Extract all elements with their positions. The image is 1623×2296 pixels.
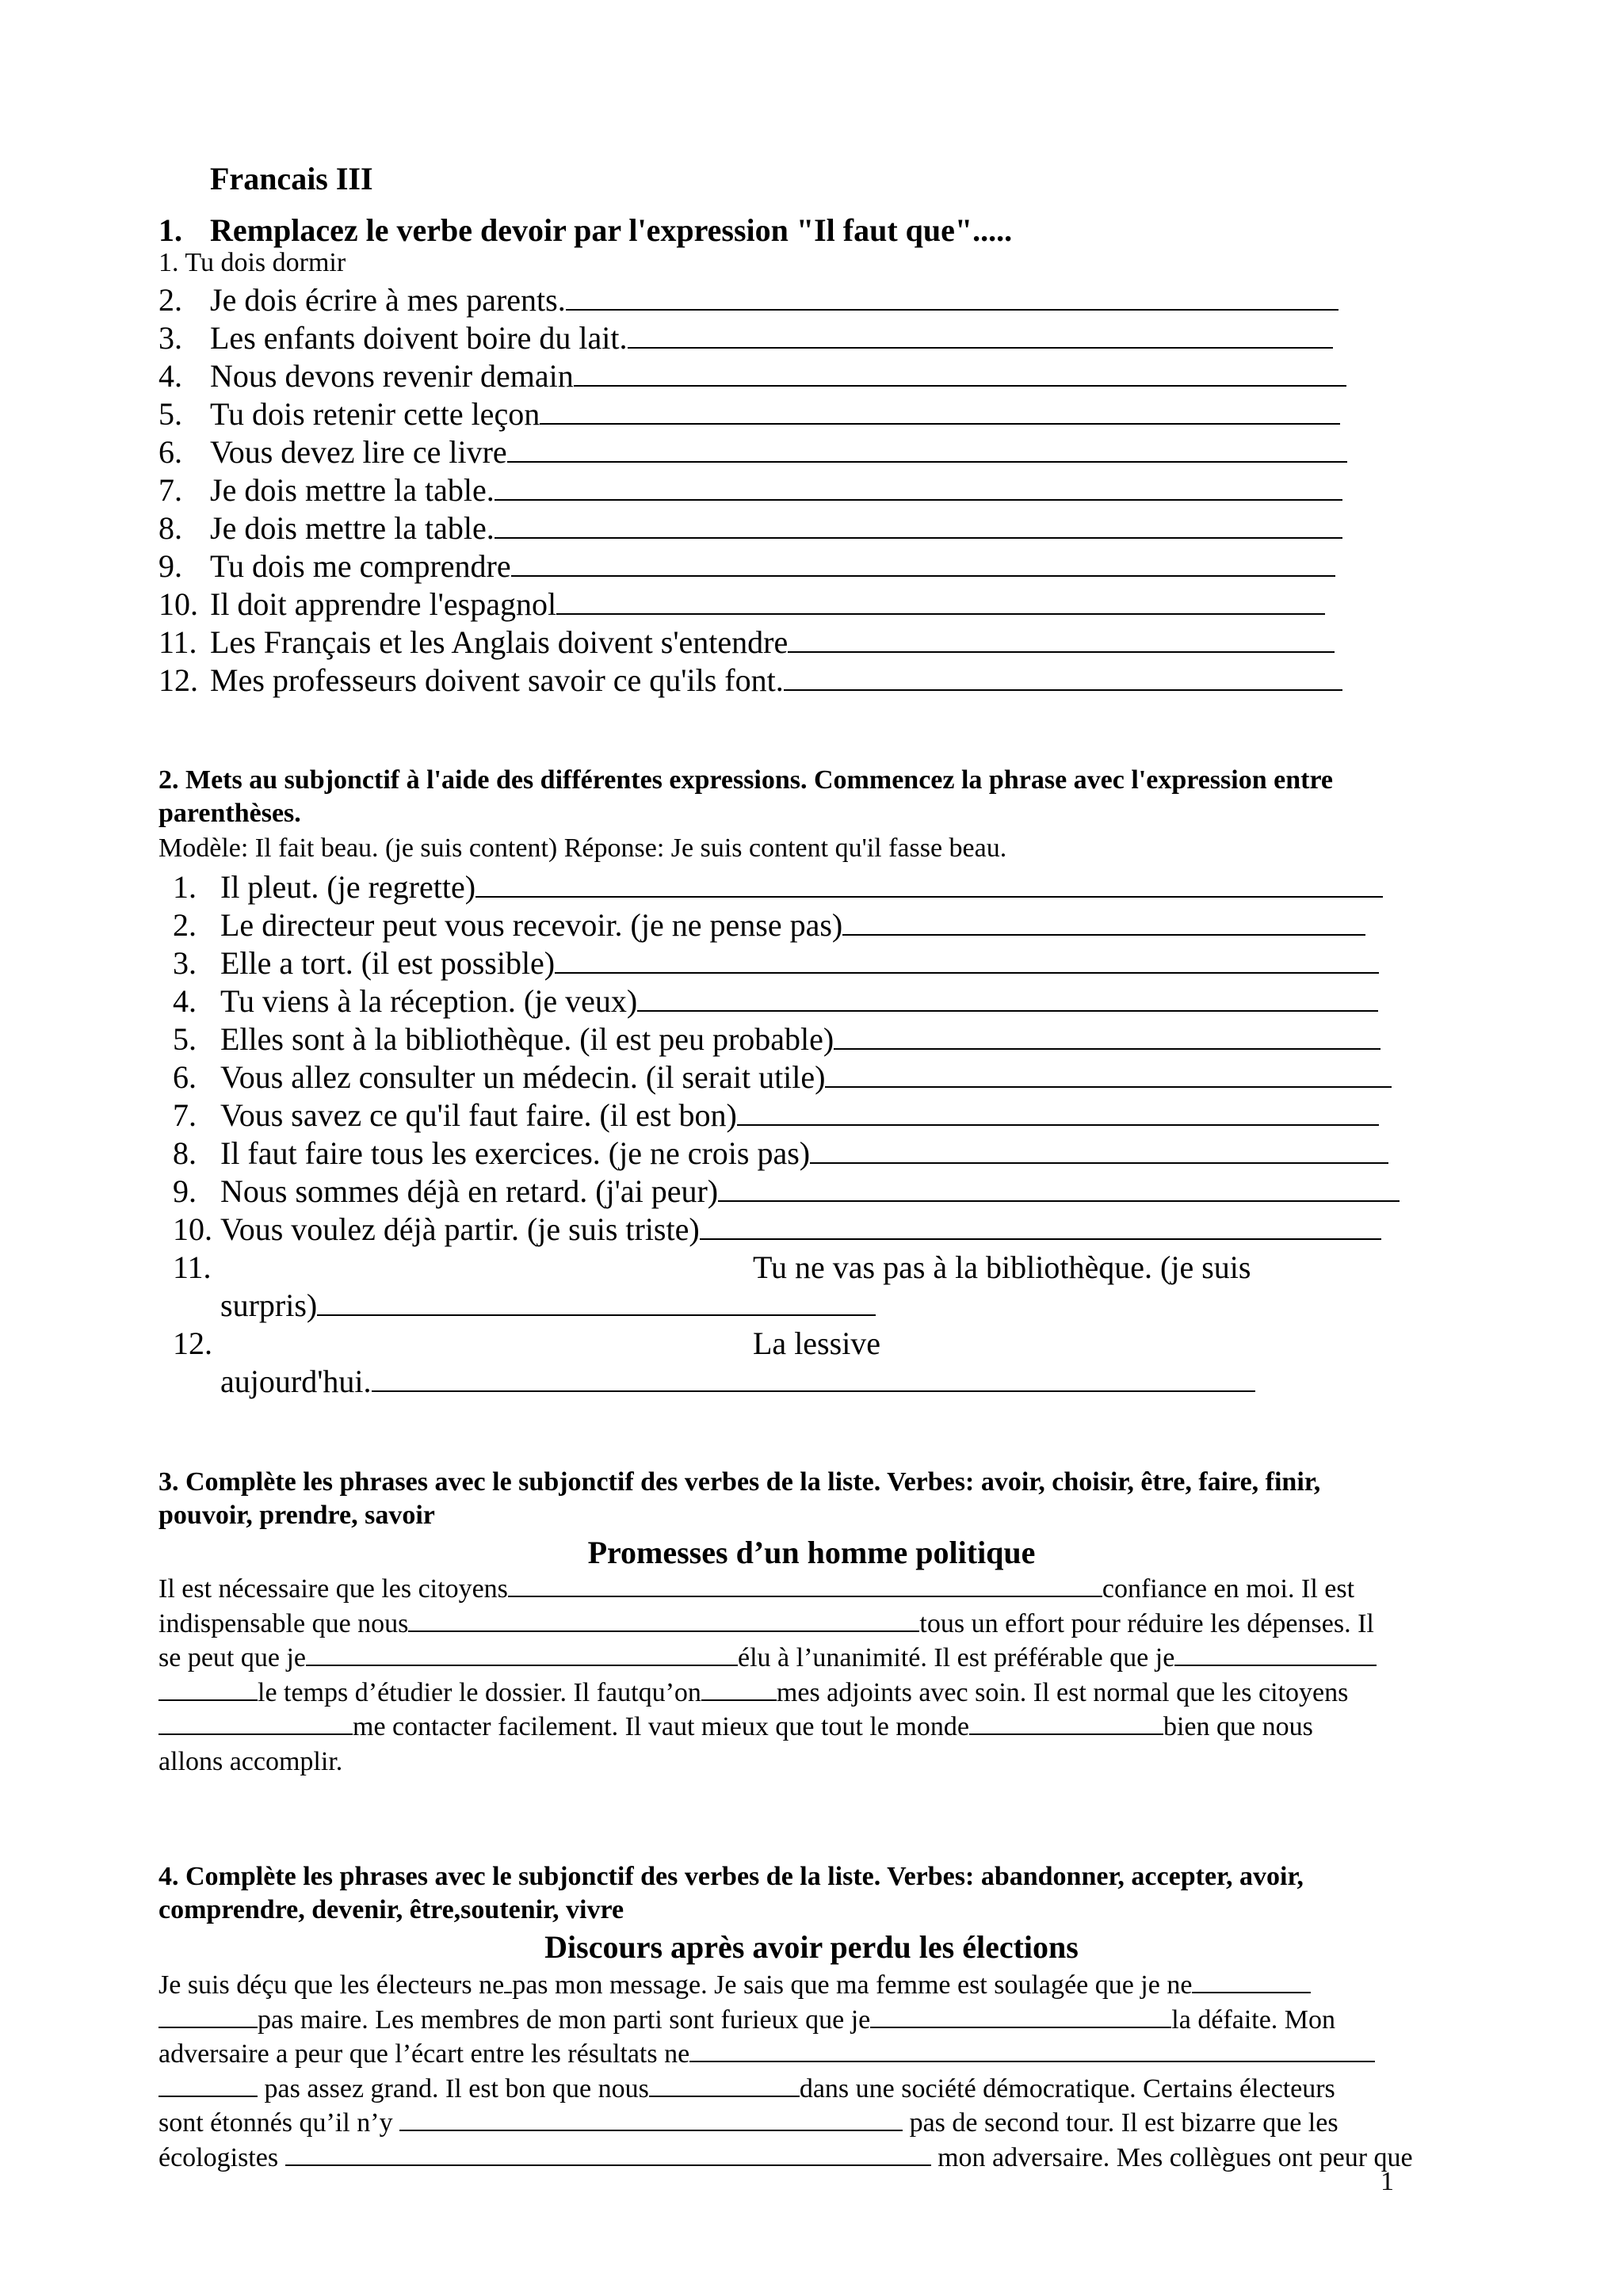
ex4-paragraph: Je suis déçu que les électeurs ne pas mon message. Je sais que ma femme est soulagée que je ne pas maire. Les membres de mon parti sont furieux que je la défaite. Mon adversaire a peur que l’écart entre les résultats ne pas assez grand. Il est bon que nous dans une société démocratique. Certains électeurs sont étonnés qu’il n’y pas de second tour. Il est bizarre que les écologistes mon adversaire. Mes collègues ont peur que bbox=[158, 1970, 1413, 2172]
ex3-subtitle: Promesses d’un homme politique bbox=[587, 1535, 1036, 1570]
ex1-heading-text: Remplacez le verbe devoir par l'expression "Il faut que"..... bbox=[210, 212, 1013, 248]
ex1-item: 4. Nous devons revenir demain bbox=[158, 357, 182, 395]
ex1-item: 11. Les Français et les Anglais doivent s'entendre bbox=[158, 624, 197, 661]
answer-blank[interactable] bbox=[158, 1680, 258, 1701]
answer-blank[interactable] bbox=[408, 1611, 919, 1632]
ex1-item: 8. Je dois mettre la table. bbox=[158, 509, 182, 547]
answer-blank[interactable] bbox=[788, 631, 1335, 653]
answer-blank[interactable] bbox=[511, 555, 1335, 577]
answer-blank[interactable] bbox=[870, 2008, 1171, 2028]
answer-blank[interactable] bbox=[1174, 1646, 1377, 1666]
answer-blank[interactable] bbox=[810, 1142, 1388, 1164]
answer-blank[interactable] bbox=[689, 2042, 1375, 2062]
ex3-heading-line2: pouvoir, prendre, savoir bbox=[158, 1501, 435, 1530]
page-number: 1 bbox=[1381, 2167, 1394, 2196]
answer-blank[interactable] bbox=[556, 593, 1325, 615]
ex2-heading-line2: parenthèses. bbox=[158, 799, 301, 828]
ex1-item-1: 1. Tu dois dormir bbox=[158, 248, 346, 277]
answer-blank[interactable] bbox=[158, 2077, 258, 2097]
answer-blank[interactable] bbox=[317, 1294, 876, 1316]
ex2-item: 5. Elles sont à la bibliothèque. (il est peu probable) bbox=[173, 1020, 197, 1058]
ex2-item-11-text: Tu ne vas pas à la bibliothèque. (je suis bbox=[753, 1249, 1251, 1285]
answer-blank[interactable] bbox=[555, 952, 1379, 974]
answer-blank[interactable] bbox=[1192, 1973, 1311, 1993]
ex1-item: 7. Je dois mettre la table. bbox=[158, 471, 182, 509]
answer-blank[interactable] bbox=[842, 913, 1365, 936]
answer-blank[interactable] bbox=[784, 669, 1342, 691]
ex3-heading-line1: 3. Complète les phrases avec le subjonctif des verbes de la liste. Verbes: avoir, choisir, être, faire, finir, bbox=[158, 1467, 1321, 1497]
answer-blank[interactable] bbox=[834, 1028, 1381, 1050]
ex3-paragraph: Il est nécessaire que les citoyens confiance en moi. Il est indispensable que nous tous un effort pour réduire les dépenses. Il se peut que je élu à l’unanimité. Il est préférable que je le temps d’étudier le dossier. Il fautqu’on mes adjoints avec soin. Il est normal que les citoyens me contacter facilement. Il vaut mieux que tout le monde bien que nous allons accomplir. bbox=[158, 1572, 1498, 1779]
answer-blank[interactable] bbox=[969, 1714, 1163, 1735]
answer-blank[interactable] bbox=[285, 2145, 931, 2166]
ex2-item-12-text: La lessive bbox=[753, 1325, 881, 1361]
answer-blank[interactable] bbox=[574, 364, 1346, 387]
ex2-item: 8. Il faut faire tous les exercices. (je ne crois pas) bbox=[173, 1135, 197, 1172]
answer-blank[interactable] bbox=[718, 1180, 1400, 1202]
ex1-heading-num: 1. bbox=[158, 212, 182, 248]
answer-blank[interactable] bbox=[737, 1104, 1379, 1126]
answer-blank[interactable] bbox=[649, 2077, 800, 2097]
ex1-item: 9. Tu dois me comprendre bbox=[158, 547, 182, 585]
answer-blank[interactable] bbox=[158, 1714, 353, 1735]
answer-blank[interactable] bbox=[825, 1066, 1392, 1088]
ex1-item: 6. Vous devez lire ce livre bbox=[158, 433, 182, 471]
ex2-item-12: 12. bbox=[173, 1325, 212, 1361]
answer-blank[interactable] bbox=[495, 517, 1342, 539]
ex4-heading-line2: comprendre, devenir, être,soutenir, vivre bbox=[158, 1895, 624, 1924]
ex2-item-12-cont: aujourd'hui. bbox=[220, 1363, 1255, 1400]
answer-blank[interactable] bbox=[507, 441, 1347, 463]
ex2-item: 9. Nous sommes déjà en retard. (j'ai peur) bbox=[173, 1173, 197, 1210]
ex1-item: 10. Il doit apprendre l'espagnol bbox=[158, 585, 198, 623]
answer-blank[interactable] bbox=[399, 2111, 903, 2131]
ex1-heading bbox=[158, 212, 1013, 249]
ex2-item: 1. Il pleut. (je regrette) bbox=[173, 868, 197, 906]
ex1-item: 3. Les enfants doivent boire du lait. bbox=[158, 319, 182, 357]
ex2-item: 6. Vous allez consulter un médecin. (il serait utile) bbox=[173, 1058, 197, 1096]
ex1-item: 5. Tu dois retenir cette leçon bbox=[158, 395, 182, 433]
answer-blank[interactable] bbox=[701, 1680, 777, 1701]
answer-blank[interactable] bbox=[306, 1646, 738, 1666]
answer-blank[interactable] bbox=[495, 479, 1342, 501]
ex2-item: 10. Vous voulez déjà partir. (je suis triste) bbox=[173, 1211, 212, 1248]
ex2-item-11: 11. bbox=[173, 1249, 212, 1285]
page-title: Francais III bbox=[210, 161, 373, 196]
answer-blank[interactable] bbox=[504, 1973, 512, 1993]
ex1-item: 12. Mes professeurs doivent savoir ce qu'ils font. bbox=[158, 662, 198, 699]
answer-blank[interactable] bbox=[158, 2008, 258, 2028]
answer-blank[interactable] bbox=[475, 875, 1383, 898]
ex4-heading-line1: 4. Complète les phrases avec le subjonctif des verbes de la liste. Verbes: abandonner, accepter, avoir, bbox=[158, 1862, 1304, 1891]
ex2-item: 3. Elle a tort. (il est possible) bbox=[173, 944, 197, 982]
ex4-subtitle: Discours après avoir perdu les élections bbox=[544, 1929, 1079, 1965]
answer-blank[interactable] bbox=[628, 326, 1333, 349]
ex2-model: Modèle: Il fait beau. (je suis content) Réponse: Je suis content qu'il fasse beau. bbox=[158, 833, 1007, 863]
answer-blank[interactable] bbox=[566, 288, 1338, 311]
answer-blank[interactable] bbox=[700, 1218, 1381, 1240]
ex2-item-11-cont: surpris) bbox=[220, 1287, 876, 1324]
ex2-item: 2. Le directeur peut vous recevoir. (je ne pense pas) bbox=[173, 906, 197, 944]
ex1-item: 2. Je dois écrire à mes parents. bbox=[158, 281, 182, 318]
answer-blank[interactable] bbox=[372, 1370, 1255, 1392]
answer-blank[interactable] bbox=[540, 402, 1340, 425]
ex2-item: 4. Tu viens à la réception. (je veux) bbox=[173, 982, 197, 1020]
ex2-heading-line1: 2. Mets au subjonctif à l'aide des différentes expressions. Commencez la phrase avec l'expression entre bbox=[158, 765, 1334, 795]
answer-blank[interactable] bbox=[508, 1577, 1102, 1597]
ex2-item: 7. Vous savez ce qu'il faut faire. (il est bon) bbox=[173, 1097, 197, 1134]
answer-blank[interactable] bbox=[637, 990, 1378, 1012]
